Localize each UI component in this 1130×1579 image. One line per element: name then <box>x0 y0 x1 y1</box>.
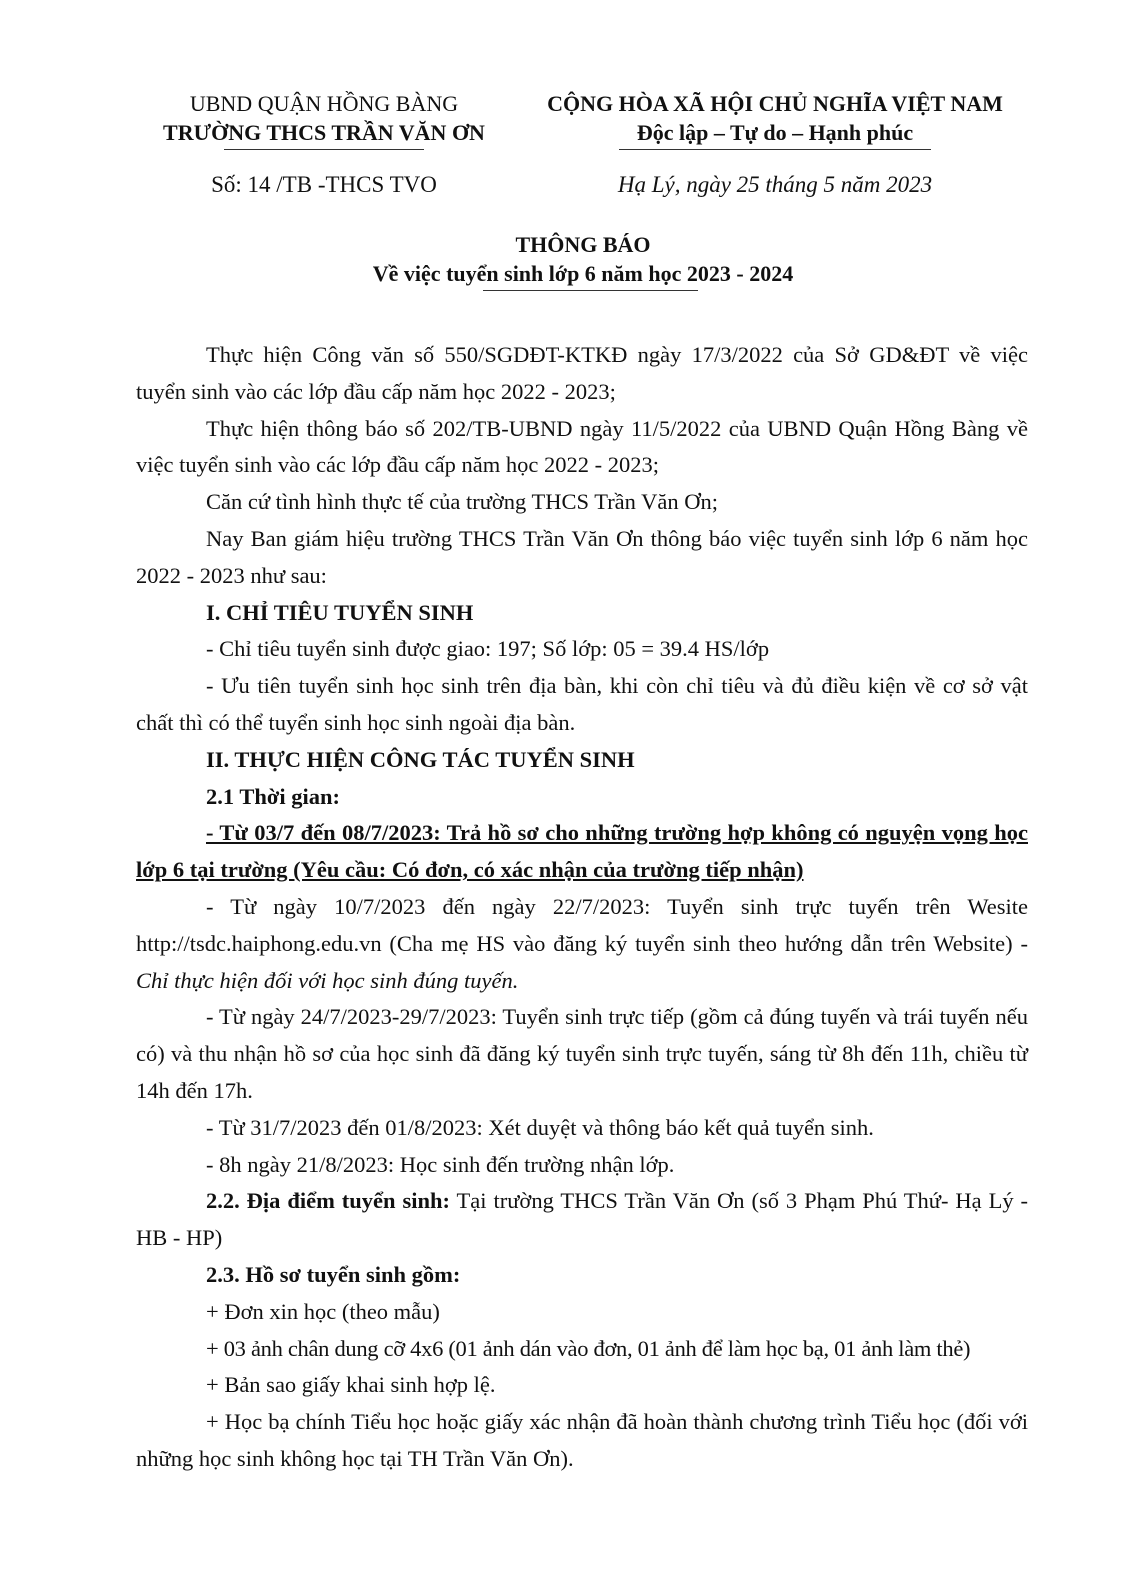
document-number: Số: 14 /TB -THCS TVO <box>211 172 437 197</box>
nation-block <box>520 89 1030 150</box>
paragraph: - Ưu tiên tuyển sinh học sinh trên địa bàn, khi còn chỉ tiêu và đủ điều kiện về cơ sở vật chất thì có thể tuyển sinh học sinh ngoài địa bàn. <box>136 673 1028 735</box>
section-heading: II. THỰC HIỆN CÔNG TÁC TUYỂN SINH <box>206 746 635 772</box>
list-item: + Bản sao giấy khai sinh hợp lệ. <box>206 1372 496 1398</box>
paragraph: - Từ 31/7/2023 đến 01/8/2023: Xét duyệt và thông báo kết quả tuyển sinh. <box>206 1114 874 1140</box>
school-name: TRƯỜNG THCS TRẦN VĂN ƠN <box>163 120 485 145</box>
highlighted-paragraph: - Từ 03/7 đến 08/7/2023: Trả hồ sơ cho những trường hợp không có nguyện vọng học lớp 6 tại trường (Yêu cầu: Có đơn, có xác nhận của trường tiếp nhận) <box>136 820 1028 883</box>
subsection-heading: 2.3. Hồ sơ tuyển sinh gồm: <box>206 1261 461 1287</box>
motto: Độc lập – Tự do – Hạnh phúc <box>636 120 914 145</box>
paragraph: - Từ ngày 24/7/2023-29/7/2023: Tuyển sinh trực tiếp (gồm cả đúng tuyến và trái tuyến nếu có) và thu nhận hồ sơ của học sinh đã đăng ký tuyển sinh trực tuyến, sáng từ 8h đến 11h, chiều từ 14h đến 17h. <box>136 1004 1028 1103</box>
paragraph <box>136 1183 1028 1257</box>
divider <box>619 149 931 150</box>
title-main: THÔNG BÁO <box>515 232 651 257</box>
paragraph: - Chỉ tiêu tuyển sinh được giao: 197; Số lớp: 05 = 39.4 HS/lớp <box>206 636 770 662</box>
document-body <box>136 337 1028 1478</box>
divider <box>224 149 424 150</box>
paragraph: Thực hiện Công văn số 550/SGDĐT-KTKĐ ngày 17/3/2022 của Sở GD&ĐT về việc tuyển sinh vào các lớp đầu cấp năm học 2022 - 2023; <box>136 342 1028 404</box>
paragraph-text: - Từ ngày 10/7/2023 đến ngày 22/7/2023: Tuyển sinh trực tuyến trên Wesite http://tsdc.haiphong.edu.vn (Cha mẹ HS vào đăng ký tuyển sinh theo hướng dẫn trên Website) - <box>136 893 1028 956</box>
place-date: Hạ Lý, ngày 25 tháng 5 năm 2023 <box>617 172 933 197</box>
subsection-heading: 2.1 Thời gian: <box>206 783 340 809</box>
nation-name: CỘNG HÒA XÃ HỘI CHỦ NGHĨA VIỆT NAM <box>547 91 1003 116</box>
subsection-heading: 2.2. Địa điểm tuyển sinh: <box>206 1188 451 1214</box>
divider <box>483 290 698 291</box>
section-heading: I. CHỈ TIÊU TUYỂN SINH <box>206 599 474 625</box>
document-title <box>138 230 1028 291</box>
paragraph: - 8h ngày 21/8/2023: Học sinh đến trường nhận lớp. <box>206 1151 675 1177</box>
issuer-block <box>138 89 510 150</box>
paragraph: Nay Ban giám hiệu trường THCS Trần Văn Ơn thông báo việc tuyển sinh lớp 6 năm học 2022 - 2023 như sau: <box>136 525 1028 588</box>
paragraph-note: Chỉ thực hiện đối với học sinh đúng tuyến. <box>136 967 519 993</box>
list-item: + Đơn xin học (theo mẫu) <box>206 1298 440 1324</box>
paragraph <box>136 889 1028 999</box>
paragraph-text: Tại trường THCS Trần Văn Ơn (số 3 Phạm Phú Thứ- Hạ Lý - HB - HP) <box>136 1188 1029 1251</box>
paragraph: Căn cứ tình hình thực tế của trường THCS Trần Văn Ơn; <box>206 489 718 515</box>
title-sub: Về việc tuyển sinh lớp 6 năm học 2023 - 2024 <box>372 261 794 286</box>
authority-name: UBND QUẬN HỒNG BÀNG <box>189 91 459 116</box>
list-item: + 03 ảnh chân dung cỡ 4x6 (01 ảnh dán vào đơn, 01 ảnh để làm học bạ, 01 ảnh làm thẻ) <box>206 1335 971 1361</box>
list-item: + Học bạ chính Tiểu học hoặc giấy xác nhận đã hoàn thành chương trình Tiểu học (đối với những học sinh không học tại TH Trần Văn Ơn). <box>136 1409 1028 1471</box>
paragraph: Thực hiện thông báo số 202/TB-UBND ngày 11/5/2022 của UBND Quận Hồng Bàng về việc tuyển sinh vào các lớp đầu cấp năm học 2022 - 2023; <box>136 415 1028 478</box>
